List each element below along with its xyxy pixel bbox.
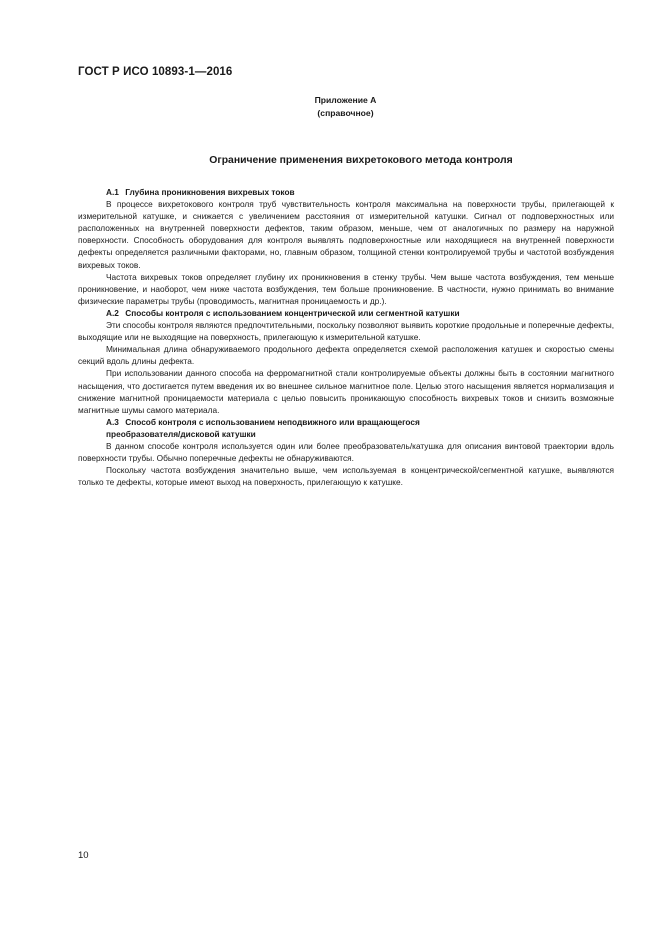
document-body bbox=[78, 186, 614, 488]
section-title: Способы контроля с использованием концентрической или сегментной катушки bbox=[125, 307, 460, 318]
section-heading-a2 bbox=[78, 307, 614, 319]
section-number: А.2 bbox=[106, 307, 119, 318]
paragraph: Поскольку частота возбуждения значительно выше, чем используемая в концентрической/сегментной катушке, выявляются только те дефекты, которые имеют выход на поверхность, прилегающую к катушке. bbox=[78, 465, 614, 488]
paragraph: В процессе вихретокового контроля труб чувствительность контроля максимальна на поверхности трубы, прилегающей к измерительной катушке, и снижается с увеличением расстояния от измерительной катушки. Сигнал от подповерхностных или расположенных на внутренней поверхности дефектов, таким образом, меньше, чем от аналогичных по размеру на наружной поверхности. Способность оборудования для контроля выявлять подповерхностные или находящиеся на внутренней поверхности дефекты определяется различными факторами, но, главным образом, толщиной стенки контролируемой трубы и частотой возбуждения вихревых токов. bbox=[78, 199, 614, 270]
annex-title: Ограничение применения вихретокового метода контроля bbox=[209, 155, 513, 166]
annex-label: Приложение А bbox=[314, 95, 377, 105]
section-number: А.1 bbox=[106, 187, 119, 197]
section-title-continued: преобразователя/дисковой катушки bbox=[106, 428, 256, 439]
section-heading-a3 bbox=[78, 416, 614, 440]
document-code: ГОСТ Р ИСО 10893-1—2016 bbox=[78, 66, 233, 78]
page-number: 10 bbox=[78, 850, 89, 861]
paragraph: Частота вихревых токов определяет глубину их проникновения в стенку трубы. Чем выше частота возбуждения, тем меньше проникновение, и наоборот, чем ниже частота возбуждения, тем больше проникновение. В частности, нужно принимать во внимание физические параметры трубы (проводимость, магнитная проницаемость и др.). bbox=[78, 271, 614, 306]
paragraph: Минимальная длина обнаруживаемого продольного дефекта определяется схемой расположения катушек и скоростью смены секций вдоль длины дефекта. bbox=[78, 344, 614, 367]
paragraph: В данном способе контроля используется один или более преобразователь/катушка для описания винтовой траектории вдоль поверхности трубы. Обычно поперечные дефекты не обнаруживаются. bbox=[78, 440, 614, 464]
paragraph: Эти способы контроля являются предпочтительными, поскольку позволяют выявить короткие продольные и поперечные дефекты, выходящие или не выходящие на поверхность, прилегающую к измерительной катушке. bbox=[78, 320, 614, 343]
annex-header bbox=[0, 94, 661, 120]
paragraph: При использовании данного способа на ферромагнитной стали контролируемые объекты должны быть в состоянии магнитного насыщения, что достигается путем введения их во внешнее сильное магнитное поле. Целью этого насыщения является нормализация и снижение магнитной проницаемости материала с целью повысить проникающую способность вихревых токов и снизить возможные магнитные шумы самого материала. bbox=[78, 368, 614, 415]
section-heading-a1 bbox=[78, 186, 614, 198]
section-title: Способ контроля с использованием неподвижного или вращающегося bbox=[125, 416, 420, 427]
annex-type: (справочное) bbox=[317, 108, 374, 118]
section-title: Глубина проникновения вихревых токов bbox=[125, 187, 295, 197]
section-number: А.3 bbox=[106, 416, 119, 427]
